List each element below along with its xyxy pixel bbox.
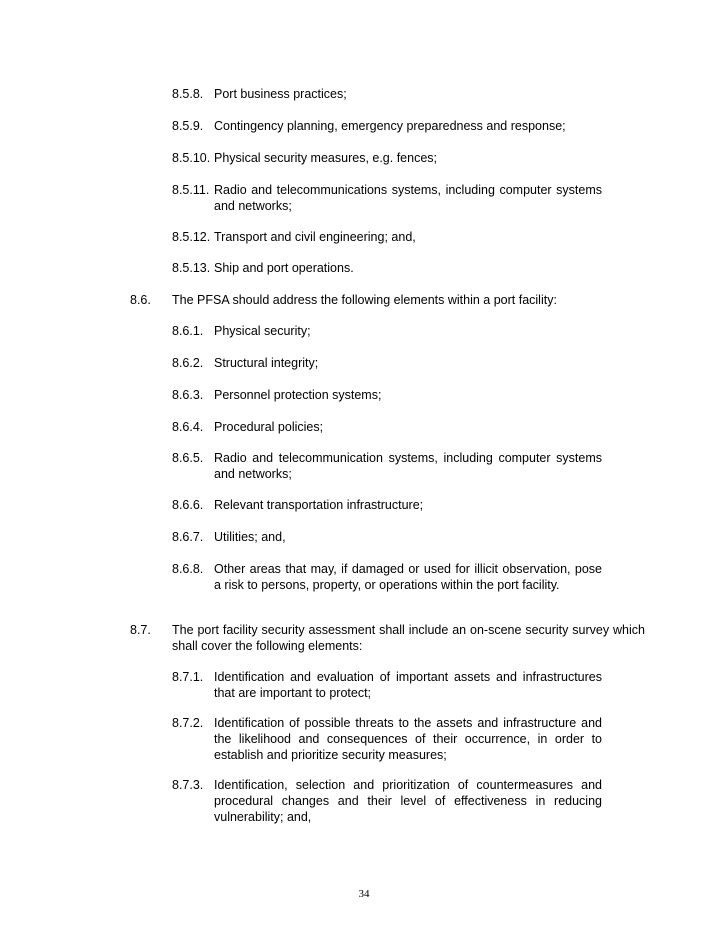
list-item-8-6-5 [172,450,602,482]
list-item-8-6-4 [172,419,602,435]
list-item-8-6-6 [172,497,602,513]
item-text: Relevant transportation infrastructure; [214,498,424,512]
item-number: 8.5.8. [172,87,204,101]
item-text: Ship and port operations. [214,261,354,275]
list-item-8-6-3 [172,387,602,403]
page-number: 34 [358,888,370,900]
item-number: 8.5.13. [172,261,211,275]
list-item-8-6-7 [172,529,602,545]
item-text: Radio and telecommunications systems, including computer systems and networks; [214,183,602,213]
section-number: 8.7. [130,623,151,637]
section-text: The PFSA should address the following elements within a port facility: [172,293,557,307]
section-8-7 [130,622,645,654]
item-number: 8.5.11. [172,183,210,197]
item-number: 8.6.2. [172,356,204,370]
list-item-8-6-8 [172,561,602,593]
item-number: 8.5.12. [172,230,211,244]
item-text: Identification and evaluation of important assets and infrastructures that are important to protect; [214,670,602,700]
item-number: 8.5.9. [172,119,204,133]
list-item-8-6-2 [172,355,602,371]
item-number: 8.6.6. [172,498,204,512]
item-text: Transport and civil engineering; and, [214,230,416,244]
item-text: Contingency planning, emergency preparedness and response; [214,119,566,133]
item-number: 8.7.1. [172,670,204,684]
list-item-8-5-8 [172,86,602,102]
list-item-8-7-3 [172,777,602,825]
item-text: Utilities; and, [214,530,286,544]
item-text: Structural integrity; [214,356,319,370]
item-text: Radio and telecommunication systems, including computer systems and networks; [214,451,602,481]
list-item-8-7-2 [172,715,602,763]
item-number: 8.6.5. [172,451,204,465]
item-number: 8.7.2. [172,716,204,730]
item-text: Physical security; [214,324,311,338]
item-text: Other areas that may, if damaged or used for illicit observation, pose a risk to persons, property, or operations within the port facility. [214,562,602,592]
list-item-8-6-1 [172,323,602,339]
item-text: Physical security measures, e.g. fences; [214,151,438,165]
list-item-8-5-10 [172,150,602,166]
section-text: The port facility security assessment shall include an on-scene security survey which shall cover the following elements: [172,623,645,653]
list-item-8-5-13 [172,260,602,276]
item-number: 8.5.10. [172,151,211,165]
list-item-8-5-12 [172,229,602,245]
item-text: Procedural policies; [214,420,324,434]
item-number: 8.6.3. [172,388,204,402]
section-number: 8.6. [130,293,151,307]
list-item-8-5-9 [172,118,602,134]
item-number: 8.6.1. [172,324,204,338]
item-text: Identification, selection and prioritization of countermeasures and procedural changes and their level of effectiveness in reducing vulnerability; and, [214,778,602,824]
item-number: 8.6.7. [172,530,204,544]
item-text: Personnel protection systems; [214,388,382,402]
item-number: 8.6.8. [172,562,204,576]
item-number: 8.6.4. [172,420,204,434]
list-item-8-7-1 [172,669,602,701]
section-8-6 [130,292,645,308]
item-text: Port business practices; [214,87,347,101]
item-text: Identification of possible threats to the assets and infrastructure and the likelihood and consequences of their occurrence, in order to establish and prioritize security measures; [214,716,602,762]
item-number: 8.7.3. [172,778,204,792]
list-item-8-5-11 [172,182,602,214]
